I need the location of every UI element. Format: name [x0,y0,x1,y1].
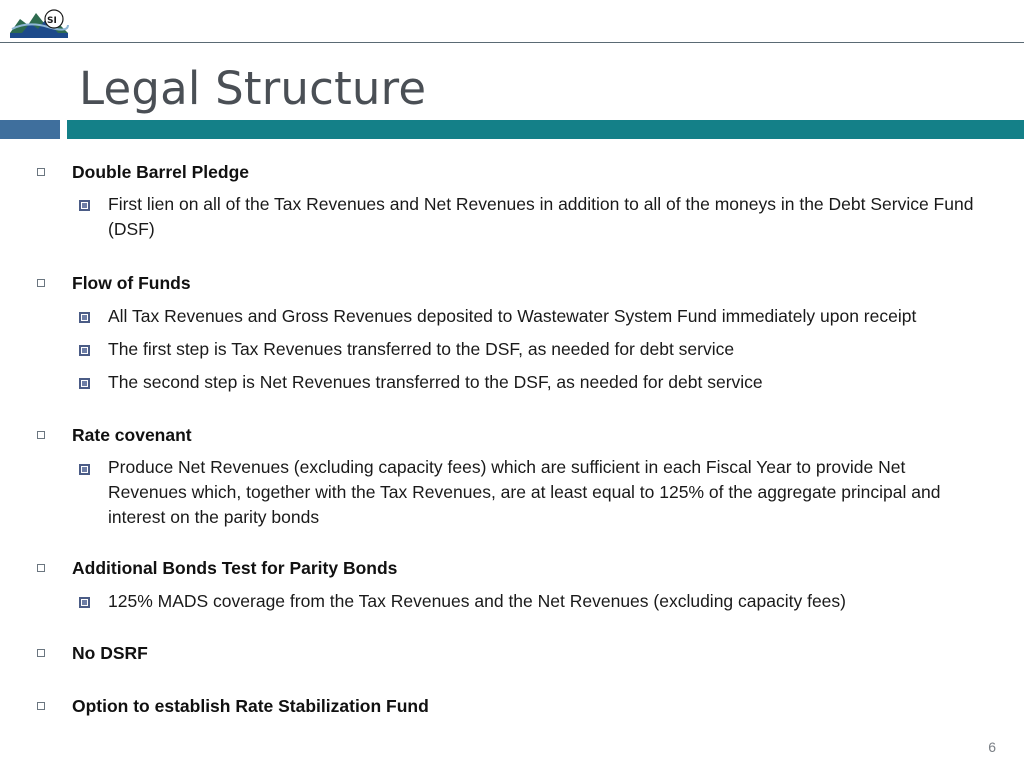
sub-bullet-text: The first step is Tax Revenues transferred to the DSF, as needed for debt service [108,339,735,359]
sub-bullet-square-icon [79,312,90,323]
sub-bullet-square-icon [79,597,90,608]
section-heading: Rate covenant [72,425,192,445]
sub-bullet-square-icon [79,200,90,211]
bullet-square-icon [37,564,45,572]
bullet-square-icon [37,279,45,287]
sub-bullet-square-icon [79,345,90,356]
sub-bullet-square-icon [79,378,90,389]
section-heading: Double Barrel Pledge [72,162,249,182]
bullet-square-icon [37,431,45,439]
svg-text:SI: SI [47,16,57,26]
bullet-square-icon [37,702,45,710]
bullet-square-icon [37,649,45,657]
section-heading: No DSRF [72,643,148,663]
bullet-square-icon [37,168,45,176]
section-heading: Additional Bonds Test for Parity Bonds [72,558,398,578]
sub-bullet-text: The second step is Net Revenues transferred to the DSF, as needed for debt service [108,372,763,392]
sub-bullet-text: First lien on all of the Tax Revenues and Net Revenues in addition to all of the moneys in the Debt Service Fund (DSF) [108,194,974,239]
sub-bullet-text: 125% MADS coverage from the Tax Revenues and the Net Revenues (excluding capacity fees) [108,591,846,611]
section-heading: Option to establish Rate Stabilization Fund [72,696,429,716]
section-heading: Flow of Funds [72,273,191,293]
sub-bullet-text: All Tax Revenues and Gross Revenues deposited to Wastewater System Fund immediately upon receipt [108,306,917,326]
page-number: 6 [988,739,996,755]
slide-title: Legal Structure [79,62,427,115]
sub-bullet-square-icon [79,464,90,475]
sub-bullet-text: Produce Net Revenues (excluding capacity fees) which are sufficient in each Fiscal Year to provide Net Revenues which, together with the Tax Revenues, are at least equal to 125% of the aggregate principal and interest on the parity bonds [108,457,941,527]
